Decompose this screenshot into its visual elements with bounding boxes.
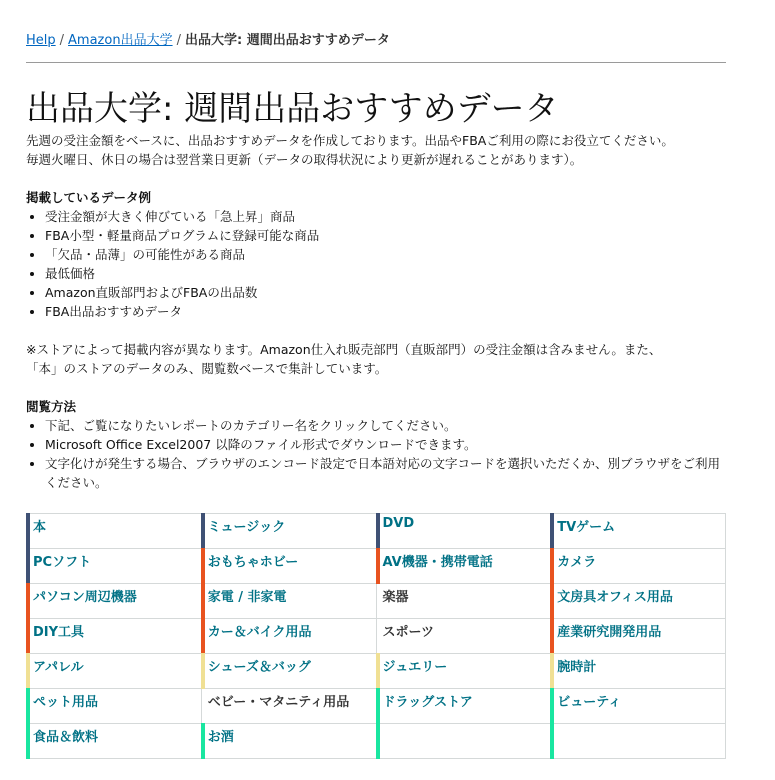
category-link[interactable]: お酒 — [207, 730, 234, 745]
page-title: 出品大学: 週間出品おすすめデータ — [26, 89, 559, 129]
category-color-bar — [201, 618, 205, 654]
category-cell[interactable] — [27, 654, 202, 689]
category-link[interactable]: カメラ — [557, 555, 597, 570]
header-divider — [26, 62, 726, 63]
category-color-bar — [26, 688, 30, 724]
intro-line: 先週の受注金額をベースに、出品おすすめデータを作成しております。出品やFBAご利用の際にお役立てください。 — [26, 133, 674, 148]
category-cell — [376, 619, 551, 654]
category-color-bar — [550, 653, 554, 689]
category-color-bar — [26, 653, 30, 689]
category-link[interactable]: おもちゃホビー — [207, 555, 299, 570]
category-color-bar — [550, 618, 554, 654]
category-color-bar — [26, 583, 30, 619]
category-link[interactable]: DIY工具 — [33, 625, 85, 640]
category-cell[interactable] — [27, 584, 202, 619]
category-link[interactable]: 文房具オフィス用品 — [557, 590, 673, 605]
category-row — [27, 549, 726, 584]
list-item: • 文字化けが発生する場合、ブラウザのエンコード設定で日本語対応の文字コードを選択いただくか、別ブラウザをご利用ください。 — [45, 454, 726, 492]
category-color-bar — [376, 653, 380, 689]
category-cell[interactable] — [27, 514, 202, 549]
list-item: • 「欠品・品薄」の可能性がある商品 — [45, 245, 726, 264]
list-item: • Microsoft Office Excel2007 以降のファイル形式でダウンロードできます。 — [45, 435, 726, 454]
category-row — [27, 584, 726, 619]
how-to-list — [26, 416, 726, 492]
category-link[interactable]: カー＆バイク用品 — [207, 625, 312, 640]
list-item: • 受注金額が大きく伸びている「急上昇」商品 — [45, 207, 726, 226]
category-color-bar — [376, 548, 380, 584]
category-cell[interactable] — [551, 584, 726, 619]
category-color-bar — [201, 583, 205, 619]
list-item: • FBA小型・軽量商品プログラムに登録可能な商品 — [45, 226, 726, 245]
category-link[interactable]: 産業研究開発用品 — [557, 625, 662, 640]
breadcrumb-separator: / — [59, 33, 65, 48]
category-cell[interactable] — [27, 689, 202, 724]
category-link[interactable]: PCソフト — [33, 555, 92, 570]
note-line: ※ストアによって掲載内容が異なります。Amazon仕入れ販売部門（直販部門）の受注金額は含みません。また、 — [26, 342, 662, 357]
breadcrumb — [26, 32, 726, 50]
category-row — [27, 654, 726, 689]
category-link[interactable]: TVゲーム — [557, 520, 616, 535]
list-item: • FBA出品おすすめデータ — [45, 302, 726, 321]
category-color-bar — [550, 548, 554, 584]
data-examples-list — [26, 207, 726, 321]
category-link[interactable]: アパレル — [33, 660, 84, 675]
category-row — [27, 619, 726, 654]
data-examples-heading: 掲載しているデータ例 — [26, 190, 152, 205]
category-color-bar — [376, 688, 380, 724]
category-color-bar — [376, 723, 380, 759]
category-cell[interactable] — [27, 619, 202, 654]
category-color-bar — [550, 513, 554, 549]
category-cell[interactable] — [376, 654, 551, 689]
intro-line: 毎週火曜日、休日の場合は翌営業日更新（データの取得状況により更新が遅れることがあります）。 — [26, 152, 583, 167]
breadcrumb-current: 出品大学: 週間出品おすすめデータ — [184, 33, 390, 48]
category-color-bar — [26, 513, 30, 549]
category-cell — [376, 724, 551, 759]
category-link[interactable]: ジュエリー — [382, 660, 448, 675]
category-link[interactable]: 家電 / 非家電 — [207, 590, 287, 605]
category-cell[interactable] — [551, 689, 726, 724]
intro-text — [26, 131, 726, 169]
store-note — [26, 340, 726, 378]
category-color-bar — [550, 583, 554, 619]
list-item: • 下記、ご覧になりたいレポートのカテゴリー名をクリックしてください。 — [45, 416, 726, 435]
category-cell[interactable] — [201, 619, 376, 654]
category-color-bar — [26, 723, 30, 759]
category-cell[interactable] — [27, 549, 202, 584]
category-cell[interactable] — [551, 619, 726, 654]
category-color-bar — [201, 723, 205, 759]
category-color-bar — [201, 548, 205, 584]
note-line: 「本」のストアのデータのみ、閲覧数ベースで集計しています。 — [26, 361, 388, 376]
category-cell[interactable] — [201, 549, 376, 584]
category-row — [27, 724, 726, 759]
category-link[interactable]: パソコン周辺機器 — [33, 590, 137, 605]
category-link[interactable]: シューズ＆バッグ — [207, 660, 311, 675]
breadcrumb-separator: / — [176, 33, 181, 48]
category-cell[interactable] — [201, 514, 376, 549]
list-item: • 最低価格 — [45, 264, 726, 283]
category-cell[interactable] — [376, 514, 551, 549]
category-link[interactable]: ペット用品 — [33, 695, 99, 710]
category-link[interactable]: ビューティ — [557, 695, 622, 710]
category-label: ベビー・マタニティ用品 — [207, 695, 350, 710]
breadcrumb-help-link[interactable]: Help — [26, 33, 56, 48]
category-row — [27, 514, 726, 549]
category-link[interactable]: ミュージック — [207, 520, 286, 535]
category-cell[interactable] — [551, 549, 726, 584]
category-color-bar — [201, 513, 205, 549]
category-cell[interactable] — [27, 724, 202, 759]
category-cell — [551, 724, 726, 759]
category-color-bar — [26, 618, 30, 654]
category-cell[interactable] — [376, 549, 551, 584]
category-row — [27, 689, 726, 724]
category-cell[interactable] — [201, 584, 376, 619]
category-color-bar — [201, 653, 205, 689]
how-to-heading: 閲覧方法 — [26, 399, 77, 414]
category-label: 楽器 — [382, 590, 409, 605]
category-cell[interactable] — [551, 514, 726, 549]
category-link[interactable]: DVD — [382, 516, 415, 531]
breadcrumb-seller-university-link[interactable]: Amazon出品大学 — [68, 33, 173, 48]
category-cell[interactable] — [376, 689, 551, 724]
list-item: • Amazon直販部門およびFBAの出品数 — [45, 283, 726, 302]
category-color-bar — [376, 513, 380, 549]
category-cell[interactable] — [201, 654, 376, 689]
category-color-bar — [550, 688, 554, 724]
category-link[interactable]: ドラッグストア — [382, 695, 473, 710]
category-table — [26, 513, 726, 759]
category-link[interactable]: AV機器・携帯電話 — [382, 555, 493, 570]
category-link[interactable]: 食品＆飲料 — [33, 730, 99, 745]
category-cell — [201, 689, 376, 724]
category-label: スポーツ — [382, 625, 434, 640]
category-link[interactable]: 本 — [33, 520, 47, 535]
category-color-bar — [550, 723, 554, 759]
category-link[interactable]: 腕時計 — [557, 660, 597, 675]
category-cell[interactable] — [551, 654, 726, 689]
category-color-bar — [26, 548, 30, 584]
category-cell[interactable] — [201, 724, 376, 759]
category-cell — [376, 584, 551, 619]
